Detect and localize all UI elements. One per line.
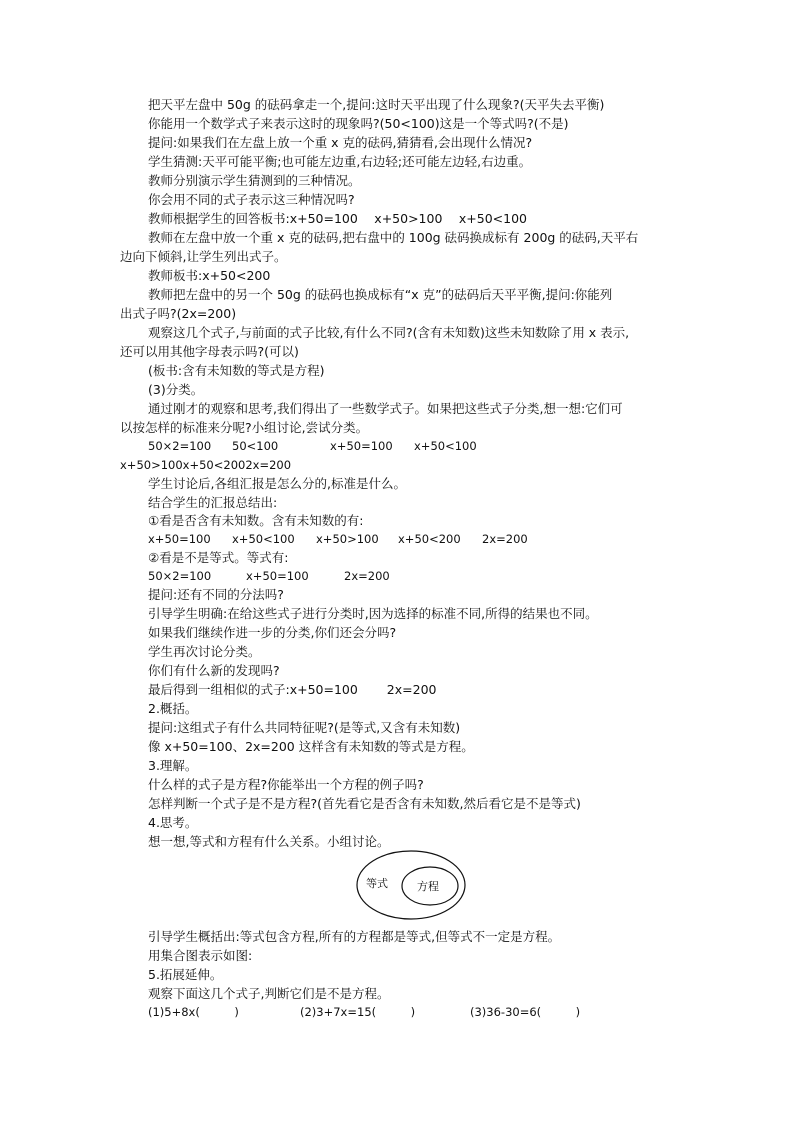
text-line: 观察这几个式子,与前面的式子比较,有什么不同?(含有未知数)这些未知数除了用 x 表示,	[148, 325, 630, 340]
expression: x+50=100	[148, 532, 211, 546]
expression: 50×2=100	[148, 439, 212, 453]
exercise-item: (2)3+7x=15( )	[300, 1005, 416, 1019]
expression: x+50=100	[330, 439, 393, 453]
inner-set-label: 方程	[417, 880, 439, 893]
text-line: 教师分别演示学生猜测到的三种情况。	[148, 173, 361, 188]
text-line: 教师板书:x+50<200	[148, 268, 271, 283]
text-line: 教师根据学生的回答板书:x+50=100 x+50>100 x+50<100	[148, 211, 527, 226]
text-line: 引导学生明确:在给这些式子进行分类时,因为选择的标准不同,所得的结果也不同。	[148, 606, 598, 621]
text-line: 边向下倾斜,让学生列出式子。	[120, 249, 287, 264]
text-line: 把天平左盘中 50g 的砝码拿走一个,提问:这时天平出现了什么现象?(天平失去平衡)	[148, 97, 605, 112]
expression: x+50>100	[316, 532, 379, 546]
text-line: 你们有什么新的发现吗?	[148, 663, 280, 678]
text-line: 想一想,等式和方程有什么关系。小组讨论。	[148, 834, 390, 849]
text-line: x+50>100x+50<2002x=200	[120, 458, 292, 472]
text-line: 你会用不同的式子表示这三种情况吗?	[148, 192, 355, 207]
text-line: 提问:这组式子有什么共同特征呢?(是等式,又含有未知数)	[148, 720, 461, 735]
text-line: 出式子吗?(2x=200)	[120, 306, 237, 321]
text-line: ②看是不是等式。等式有:	[148, 550, 289, 565]
text-line: 3.理解。	[148, 758, 198, 773]
text-line: 学生讨论后,各组汇报是怎么分的,标准是什么。	[148, 476, 406, 491]
text-line: 最后得到一组相似的式子:x+50=100 2x=200	[148, 682, 437, 697]
outer-set-label: 等式	[366, 877, 388, 890]
text-line: 如果我们继续作进一步的分类,你们还会分吗?	[148, 625, 397, 640]
expression: 50×2=100	[148, 569, 212, 583]
text-line: (3)分类。	[148, 382, 204, 397]
text-line: 还可以用其他字母表示吗?(可以)	[120, 344, 299, 359]
set-diagram	[356, 850, 466, 920]
exercise-item: (1)5+8x( )	[148, 1005, 239, 1019]
text-line: 5.拓展延伸。	[148, 967, 223, 982]
expression: x+50<200	[398, 532, 461, 546]
expression: 50<100	[232, 439, 279, 453]
text-line: 4.思考。	[148, 815, 198, 830]
text-line: ①看是否含有未知数。含有未知数的有:	[148, 513, 364, 528]
exercise-item: (3)36-30=6( )	[470, 1005, 581, 1019]
text-line: 提问:还有不同的分法吗?	[148, 587, 284, 602]
text-line: 以按怎样的标准来分呢?小组讨论,尝试分类。	[120, 420, 369, 435]
text-line: 教师把左盘中的另一个 50g 的砝码也换成标有“x 克”的砝码后天平平衡,提问:你能列	[148, 287, 613, 302]
text-line: 教师在左盘中放一个重 x 克的砝码,把右盘中的 100g 砝码换成标有 200g 的砝码,天平右	[148, 230, 639, 245]
text-line: 怎样判断一个式子是不是方程?(首先看它是否含有未知数,然后看它是不是等式)	[148, 796, 581, 811]
text-line: 像 x+50=100、2x=200 这样含有未知数的等式是方程。	[148, 739, 474, 754]
text-line: 学生猜测:天平可能平衡;也可能左边重,右边轻;还可能左边轻,右边重。	[148, 154, 532, 169]
text-line: 通过刚才的观察和思考,我们得出了一些数学式子。如果把这些式子分类,想一想:它们可	[148, 401, 623, 416]
text-line: 什么样的式子是方程?你能举出一个方程的例子吗?	[148, 777, 424, 792]
text-line: (板书:含有未知数的等式是方程)	[148, 363, 325, 378]
text-line: 结合学生的汇报总结出:	[148, 495, 278, 510]
text-line: 提问:如果我们在左盘上放一个重 x 克的砝码,猜猜看,会出现什么情况?	[148, 135, 533, 150]
expression: x+50<100	[232, 532, 295, 546]
text-line: 你能用一个数学式子来表示这时的现象吗?(50<100)这是一个等式吗?(不是)	[148, 116, 569, 131]
text-line: 观察下面这几个式子,判断它们是不是方程。	[148, 986, 390, 1001]
expression: x+50<100	[414, 439, 477, 453]
text-line: 引导学生概括出:等式包含方程,所有的方程都是等式,但等式不一定是方程。	[148, 929, 561, 944]
expression: x+50=100	[246, 569, 309, 583]
expression: 2x=200	[344, 569, 390, 583]
text-line: 学生再次讨论分类。	[148, 644, 261, 659]
expression: 2x=200	[482, 532, 528, 546]
text-line: 用集合图表示如图:	[148, 948, 253, 963]
text-line: 2.概括。	[148, 701, 198, 716]
